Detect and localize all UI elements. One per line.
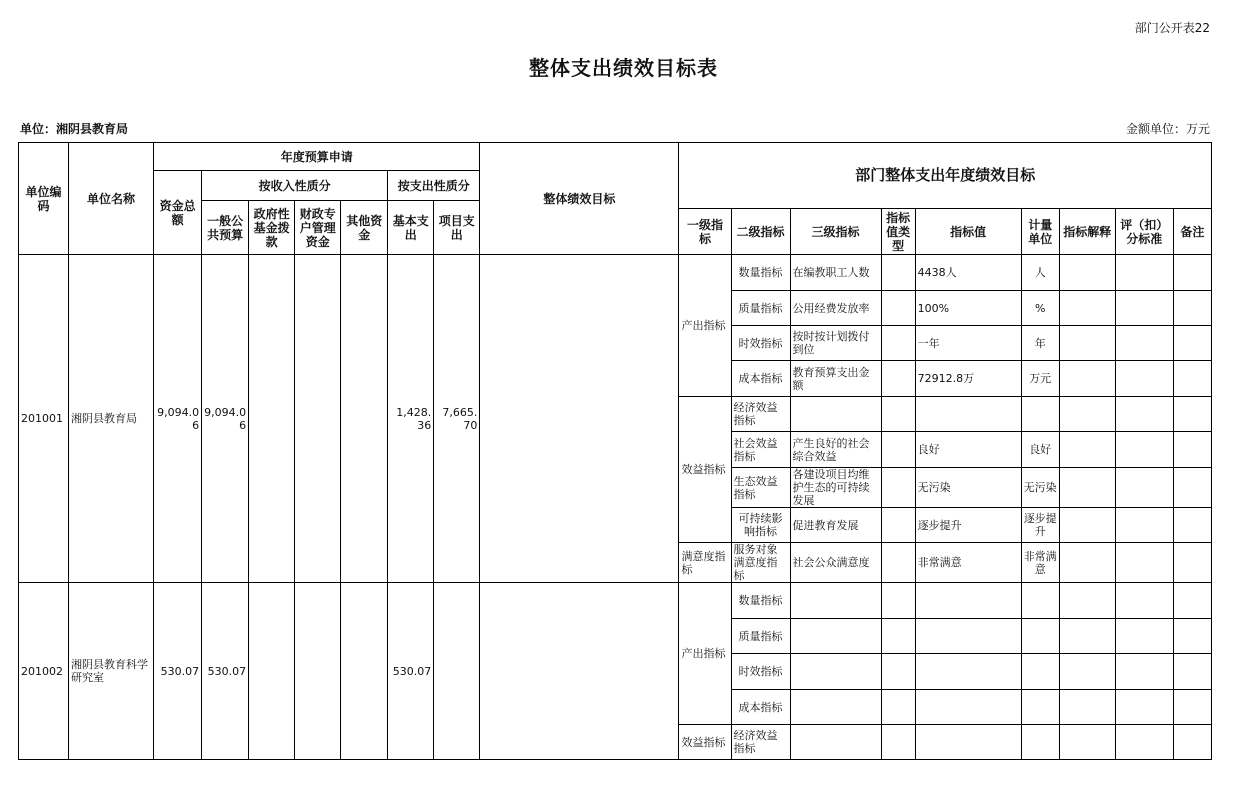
- general-public-cell: 530.07: [202, 583, 249, 760]
- measure-unit-cell: 逐步提升: [1021, 508, 1059, 543]
- col-level1: 一级指标: [679, 209, 731, 255]
- remark-cell: [1173, 725, 1211, 760]
- level3-cell: [790, 583, 881, 619]
- gov-fund-cell: [249, 583, 295, 760]
- unit-label: 单位：湘阴县教育局: [20, 122, 129, 136]
- col-annual-budget: 年度预算申请: [154, 143, 480, 171]
- value-type-cell: [881, 291, 915, 326]
- explanation-cell: [1059, 619, 1115, 654]
- col-level2: 二级指标: [731, 209, 790, 255]
- unit-name-cell: 湘阴县教育科学研究室: [69, 583, 154, 760]
- measure-unit-cell: [1021, 619, 1059, 654]
- level3-cell: [790, 725, 881, 760]
- measure-unit-cell: 年: [1021, 326, 1059, 361]
- level1-cell: 效益指标: [679, 397, 731, 543]
- level2-cell: 可持续影响指标: [731, 508, 790, 543]
- col-project-expense: 项目支出: [434, 201, 480, 255]
- indicator-value-cell: 一年: [915, 326, 1021, 361]
- measure-unit-cell: 非常满意: [1021, 543, 1059, 583]
- measure-unit-cell: [1021, 583, 1059, 619]
- amount-unit-label: 金额单位：万元: [1125, 122, 1210, 136]
- col-special-account: 财政专户管理资金: [295, 201, 341, 255]
- unit-name-cell: 湘阴县教育局: [69, 255, 154, 583]
- value-type-cell: [881, 654, 915, 690]
- level2-cell: 成本指标: [731, 361, 790, 397]
- col-overall-goal: 整体绩效目标: [480, 143, 679, 255]
- project-expense-cell: [434, 583, 480, 760]
- value-type-cell: [881, 326, 915, 361]
- explanation-cell: [1059, 291, 1115, 326]
- level2-cell: 生态效益指标: [731, 468, 790, 508]
- col-general-public: 一般公共预算: [202, 201, 249, 255]
- indicator-value-cell: [915, 619, 1021, 654]
- indicator-value-cell: [915, 690, 1021, 725]
- table-row: [19, 583, 1212, 619]
- explanation-cell: [1059, 468, 1115, 508]
- special-account-cell: [295, 583, 341, 760]
- col-level3: 三级指标: [790, 209, 881, 255]
- measure-unit-cell: [1021, 397, 1059, 432]
- indicator-value-cell: 4438人: [915, 255, 1021, 291]
- scoring-cell: [1115, 583, 1173, 619]
- col-unit-code: 单位编码: [19, 143, 69, 255]
- indicator-value-cell: [915, 654, 1021, 690]
- table-row: [19, 255, 1212, 291]
- basic-expense-cell: 1,428.36: [388, 255, 434, 583]
- level3-cell: 教育预算支出金额: [790, 361, 881, 397]
- col-by-expense: 按支出性质分: [388, 171, 480, 201]
- remark-cell: [1173, 291, 1211, 326]
- remark-cell: [1173, 432, 1211, 468]
- explanation-cell: [1059, 397, 1115, 432]
- unit-code-cell: 201002: [19, 583, 69, 760]
- total-funds-cell: 530.07: [154, 583, 202, 760]
- measure-unit-cell: 人: [1021, 255, 1059, 291]
- col-remark: 备注: [1173, 209, 1211, 255]
- scoring-cell: [1115, 690, 1173, 725]
- level2-cell: 质量指标: [731, 291, 790, 326]
- explanation-cell: [1059, 543, 1115, 583]
- value-type-cell: [881, 725, 915, 760]
- overall-goal-cell: [480, 255, 679, 583]
- scoring-cell: [1115, 654, 1173, 690]
- level3-cell: [790, 397, 881, 432]
- col-gov-fund: 政府性基金拨款: [249, 201, 295, 255]
- value-type-cell: [881, 619, 915, 654]
- level2-cell: 经济效益指标: [731, 397, 790, 432]
- page-title: 整体支出绩效目标表: [529, 56, 718, 80]
- level3-cell: [790, 654, 881, 690]
- remark-cell: [1173, 326, 1211, 361]
- level3-cell: 按时按计划拨付到位: [790, 326, 881, 361]
- level2-cell: 时效指标: [731, 326, 790, 361]
- scoring-cell: [1115, 725, 1173, 760]
- value-type-cell: [881, 543, 915, 583]
- gov-fund-cell: [249, 255, 295, 583]
- scoring-cell: [1115, 361, 1173, 397]
- indicator-value-cell: 逐步提升: [915, 508, 1021, 543]
- level2-cell: 数量指标: [731, 255, 790, 291]
- col-explanation: 指标解释: [1059, 209, 1115, 255]
- level1-cell: 满意度指标: [679, 543, 731, 583]
- measure-unit-cell: [1021, 725, 1059, 760]
- level3-cell: 公用经费发放率: [790, 291, 881, 326]
- indicator-value-cell: 非常满意: [915, 543, 1021, 583]
- level2-cell: 经济效益指标: [731, 725, 790, 760]
- col-by-income: 按收入性质分: [202, 171, 388, 201]
- explanation-cell: [1059, 654, 1115, 690]
- col-unit-name: 单位名称: [69, 143, 154, 255]
- explanation-cell: [1059, 508, 1115, 543]
- level2-cell: 数量指标: [731, 583, 790, 619]
- overall-goal-cell: [480, 583, 679, 760]
- explanation-cell: [1059, 725, 1115, 760]
- other-funds-cell: [341, 255, 388, 583]
- remark-cell: [1173, 361, 1211, 397]
- level2-cell: 质量指标: [731, 619, 790, 654]
- remark-cell: [1173, 543, 1211, 583]
- remark-cell: [1173, 690, 1211, 725]
- explanation-cell: [1059, 361, 1115, 397]
- remark-cell: [1173, 619, 1211, 654]
- header-row-1: [19, 143, 1212, 171]
- value-type-cell: [881, 468, 915, 508]
- level3-cell: [790, 619, 881, 654]
- remark-cell: [1173, 468, 1211, 508]
- scoring-cell: [1115, 543, 1173, 583]
- explanation-cell: [1059, 583, 1115, 619]
- level1-cell: 产出指标: [679, 255, 731, 397]
- measure-unit-cell: [1021, 654, 1059, 690]
- col-value-type: 指标值类型: [881, 209, 915, 255]
- value-type-cell: [881, 397, 915, 432]
- special-account-cell: [295, 255, 341, 583]
- scoring-cell: [1115, 255, 1173, 291]
- level3-cell: [790, 690, 881, 725]
- indicator-value-cell: [915, 397, 1021, 432]
- value-type-cell: [881, 361, 915, 397]
- basic-expense-cell: 530.07: [388, 583, 434, 760]
- general-public-cell: 9,094.06: [202, 255, 249, 583]
- indicator-value-cell: 良好: [915, 432, 1021, 468]
- remark-cell: [1173, 654, 1211, 690]
- scoring-cell: [1115, 619, 1173, 654]
- indicator-value-cell: 无污染: [915, 468, 1021, 508]
- form-number: 部门公开表22: [1134, 21, 1210, 35]
- measure-unit-cell: 良好: [1021, 432, 1059, 468]
- indicator-value-cell: [915, 583, 1021, 619]
- value-type-cell: [881, 508, 915, 543]
- level3-cell: 社会公众满意度: [790, 543, 881, 583]
- measure-unit-cell: 万元: [1021, 361, 1059, 397]
- scoring-cell: [1115, 508, 1173, 543]
- indicator-value-cell: 72912.8万: [915, 361, 1021, 397]
- level3-cell: 在编教职工人数: [790, 255, 881, 291]
- level2-cell: 时效指标: [731, 654, 790, 690]
- scoring-cell: [1115, 468, 1173, 508]
- level3-cell: 产生良好的社会综合效益: [790, 432, 881, 468]
- level1-cell: 产出指标: [679, 583, 731, 725]
- remark-cell: [1173, 397, 1211, 432]
- level2-cell: 成本指标: [731, 690, 790, 725]
- indicator-value-cell: [915, 725, 1021, 760]
- project-expense-cell: 7,665.70: [434, 255, 480, 583]
- measure-unit-cell: %: [1021, 291, 1059, 326]
- level2-cell: 社会效益指标: [731, 432, 790, 468]
- col-measure-unit: 计量单位: [1021, 209, 1059, 255]
- level2-cell: 服务对象满意度指标: [731, 543, 790, 583]
- level3-cell: 促进教育发展: [790, 508, 881, 543]
- value-type-cell: [881, 690, 915, 725]
- scoring-cell: [1115, 291, 1173, 326]
- unit-code-cell: 201001: [19, 255, 69, 583]
- value-type-cell: [881, 255, 915, 291]
- remark-cell: [1173, 255, 1211, 291]
- col-basic-expense: 基本支出: [388, 201, 434, 255]
- other-funds-cell: [341, 583, 388, 760]
- col-other-funds: 其他资金: [341, 201, 388, 255]
- scoring-cell: [1115, 397, 1173, 432]
- scoring-cell: [1115, 432, 1173, 468]
- measure-unit-cell: [1021, 690, 1059, 725]
- explanation-cell: [1059, 255, 1115, 291]
- explanation-cell: [1059, 432, 1115, 468]
- measure-unit-cell: 无污染: [1021, 468, 1059, 508]
- level3-cell: 各建设项目均维护生态的可持续发展: [790, 468, 881, 508]
- col-dept-goal: 部门整体支出年度绩效目标: [679, 143, 1212, 209]
- explanation-cell: [1059, 690, 1115, 725]
- level1-cell: 效益指标: [679, 725, 731, 760]
- total-funds-cell: 9,094.06: [154, 255, 202, 583]
- scoring-cell: [1115, 326, 1173, 361]
- col-scoring: 评（扣）分标准: [1115, 209, 1173, 255]
- value-type-cell: [881, 432, 915, 468]
- indicator-value-cell: 100%: [915, 291, 1021, 326]
- col-indicator-value: 指标值: [915, 209, 1021, 255]
- col-total-funds: 资金总额: [154, 171, 202, 255]
- remark-cell: [1173, 508, 1211, 543]
- value-type-cell: [881, 583, 915, 619]
- explanation-cell: [1059, 326, 1115, 361]
- performance-table: [18, 142, 1212, 760]
- remark-cell: [1173, 583, 1211, 619]
